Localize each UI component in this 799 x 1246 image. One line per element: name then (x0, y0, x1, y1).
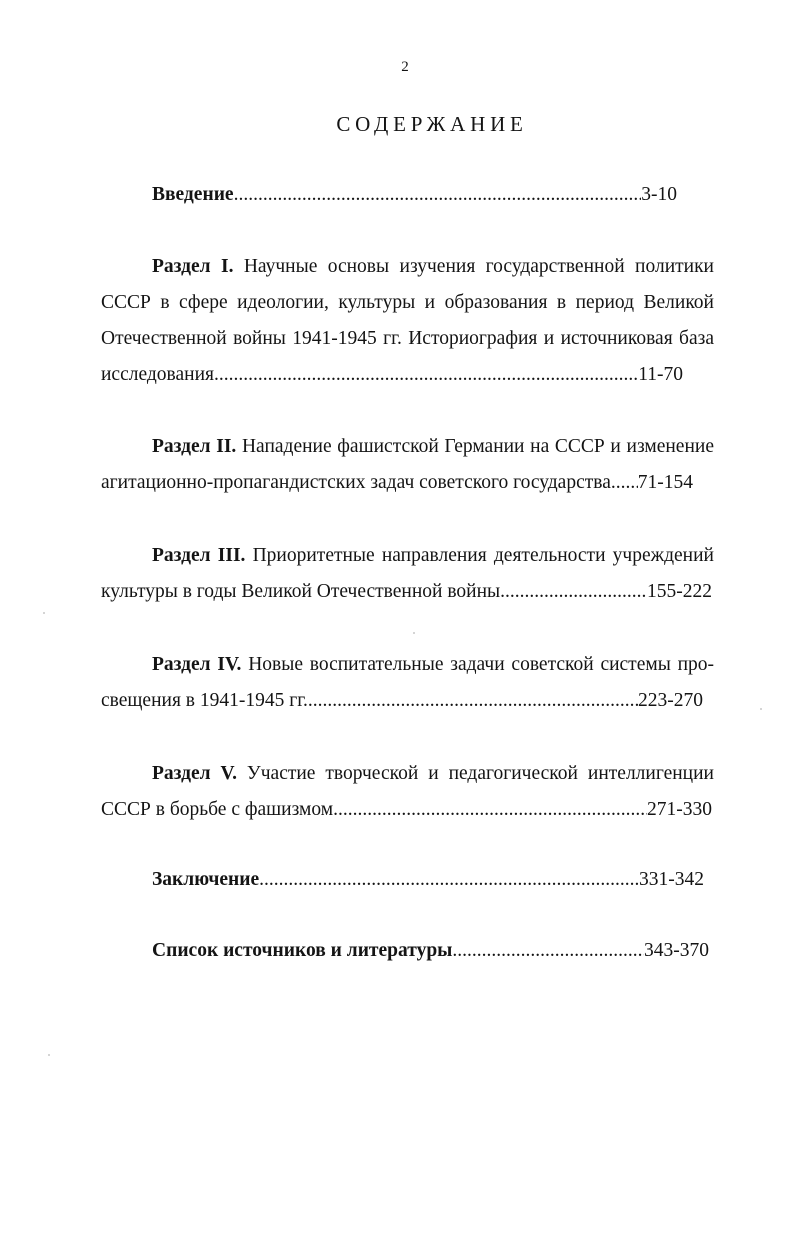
toc-entry-section-3[interactable] (101, 538, 714, 610)
toc-entry-line (101, 647, 714, 683)
dot-leader (214, 357, 638, 393)
dot-leader (333, 792, 647, 828)
toc-entry-label: Раздел I. (152, 256, 234, 277)
toc-entry-label: Раздел III. (152, 545, 246, 566)
toc-entry-label: Раздел IV. (152, 654, 242, 675)
dot-leader (500, 574, 647, 610)
toc-entry-line (101, 177, 677, 213)
toc-entry-text: СССР в борьбе с фашизмом (101, 799, 334, 820)
toc-entry-text: свещения в 1941-1945 гг. (101, 690, 308, 711)
toc-entry-text: исследования (101, 364, 214, 385)
toc-entry-pages: 331-342 (639, 869, 704, 890)
toc-entry-pages: 3-10 (641, 184, 677, 205)
dot-leader (308, 683, 638, 719)
toc-entry-line (101, 465, 693, 501)
toc-entry-line (101, 321, 714, 357)
toc-entry-line (101, 933, 709, 969)
toc-entry-line (101, 683, 703, 719)
toc-entry-line (101, 538, 714, 574)
scan-speck (413, 632, 415, 634)
toc-entry-line (101, 429, 714, 465)
scan-speck (48, 1054, 50, 1056)
scan-speck (760, 708, 762, 710)
toc-entry-label: Список источников и литературы (152, 940, 453, 961)
toc-entry-label: Введение (152, 184, 234, 205)
toc-entry-line (101, 574, 712, 610)
toc-entry-introduction[interactable] (101, 177, 677, 213)
toc-entry-section-4[interactable] (101, 647, 714, 719)
toc-entry-line (101, 862, 704, 898)
toc-entry-line (101, 285, 714, 321)
toc-entry-label: Раздел V. (152, 763, 237, 784)
dot-leader (611, 465, 638, 501)
toc-entry-line (101, 249, 714, 285)
toc-entry-line (101, 357, 683, 393)
toc-entry-section-1[interactable] (101, 249, 714, 393)
toc-entry-text: Отечественной войны 1941-1945 гг. Историография и источниковая база (101, 328, 714, 349)
scan-speck (43, 612, 45, 614)
toc-entry-text: агитационно-пропагандистских задач советского государства (101, 472, 611, 493)
toc-entry-section-5[interactable] (101, 756, 714, 828)
toc-entry-text: Новые воспитательные задачи советской системы про- (241, 654, 714, 675)
toc-entry-pages: 223-270 (638, 690, 703, 711)
toc-entry-section-2[interactable] (101, 429, 714, 501)
toc-entry-text: Нападение фашистской Германии на СССР и изменение (236, 436, 714, 457)
toc-entry-pages: 155-222 (647, 581, 712, 602)
toc-entry-label: Заключение (152, 869, 260, 890)
toc-entry-text: Участие творческой и педагогической интеллигенции (236, 763, 714, 784)
toc-entry-label: Раздел II. (152, 436, 237, 457)
dot-leader (452, 933, 644, 969)
toc-entry-pages: 11-70 (638, 364, 683, 385)
toc-entry-pages: 71-154 (637, 472, 693, 493)
toc-entry-text: СССР в сфере идеологии, культуры и образования в период Великой (101, 292, 714, 313)
dot-leader (234, 177, 642, 213)
toc-entry-text: культуры в годы Великой Отечественной войны (101, 581, 501, 602)
toc-entry-bibliography[interactable] (101, 933, 709, 969)
page-title: СОДЕРЖАНИЕ (336, 112, 528, 136)
page-number: 2 (401, 59, 409, 75)
toc-entry-text: Приоритетные направления деятельности учреждений (245, 545, 714, 566)
toc-entry-line (101, 792, 712, 828)
toc-entry-line (101, 756, 714, 792)
toc-entry-pages: 271-330 (647, 799, 712, 820)
toc-entry-conclusion[interactable] (101, 862, 704, 898)
dot-leader (259, 862, 639, 898)
toc-entry-text: Научные основы изучения государственной политики (233, 256, 714, 277)
toc-entry-pages: 343-370 (644, 940, 709, 961)
